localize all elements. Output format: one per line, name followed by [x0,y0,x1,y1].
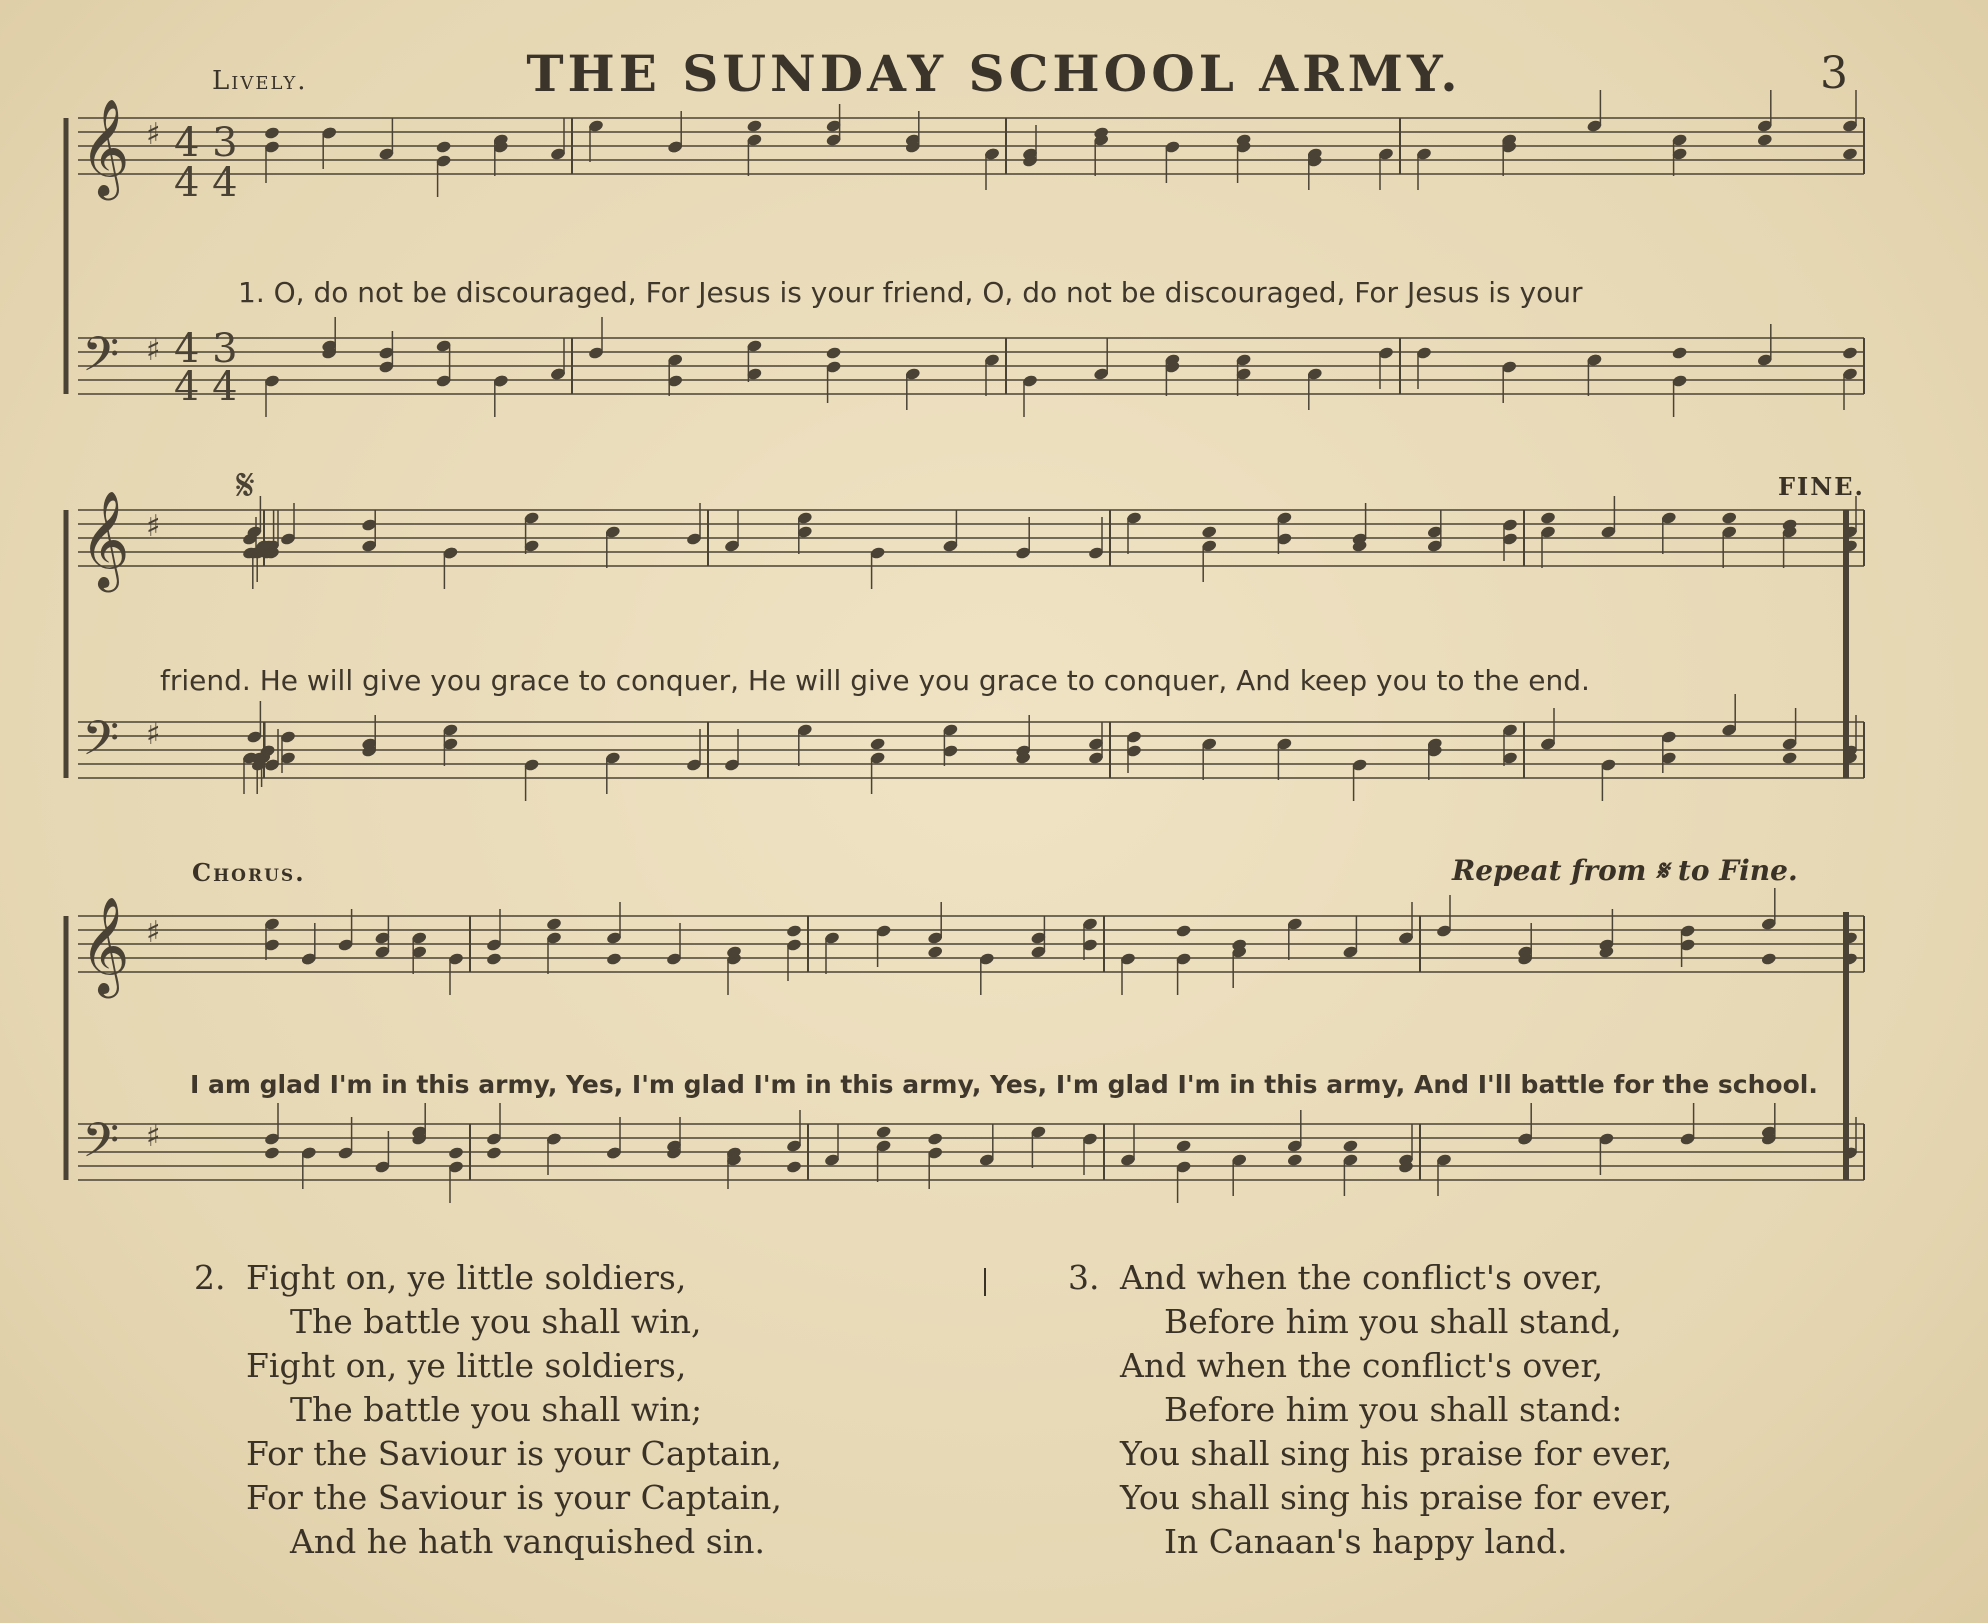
key-sharp-icon: ♯ [146,717,161,752]
verse-line: The battle you shall win; [290,1390,703,1429]
key-sharp-icon: ♯ [146,509,161,544]
bass-clef-icon: 𝄢 [82,326,120,394]
page-number: 3 [1820,48,1848,99]
note-head [264,1146,281,1160]
time-signature-icon: 4 4 [174,364,238,410]
verse-2 [194,1256,782,1564]
treble-clef-icon: 𝄞 [80,98,130,196]
verse-line: And when the conflict's over, [1120,1258,1604,1297]
verse-line: In Canaan's happy land. [1164,1522,1568,1561]
note-head [1671,346,1688,360]
verse-line: And when the conflict's over, [1120,1346,1604,1385]
repeat-instruction: Repeat from 𝄋 to Fine. [1452,854,1798,887]
key-sharp-icon: ♯ [146,915,161,950]
verse-line: For the Saviour is your Captain, [246,1434,782,1473]
note-head [546,917,563,931]
note-head [869,737,886,751]
treble-clef-icon: 𝄞 [80,490,130,588]
verse-number: 3. [1068,1258,1100,1297]
fine-marker: FINE. [1778,472,1865,501]
verse-line: Before him you shall stand, [1164,1302,1622,1341]
key-sharp-icon: ♯ [146,333,161,368]
note-head [1342,1139,1359,1153]
time-signature-icon: 4 3 [174,326,238,372]
note-head [606,952,623,966]
note-head [1175,1139,1192,1153]
lyric-line-3: I am glad I'm in this army, Yes, I'm glad I'm in this army, Yes, I'm glad I'm in this army, And I'll battle for the school. [190,1070,1818,1099]
verse-line: For the Saviour is your Captain, [246,1478,782,1517]
time-signature-icon: 4 4 [174,160,238,206]
treble-clef-icon: 𝄞 [80,896,130,994]
key-sharp-icon: ♯ [146,1119,161,1154]
note-head [486,952,503,966]
note-head [1721,511,1738,525]
note-head [1842,346,1859,360]
verse-3 [1068,1256,1672,1564]
time-signature-icon: 4 3 [174,120,238,166]
note-head [1757,133,1774,147]
verse-line: Before him you shall stand: [1164,1390,1623,1429]
verse-line: Fight on, ye little soldiers, [246,1258,687,1297]
verse-divider [984,1268,986,1296]
note-head [448,1146,465,1160]
key-sharp-icon: ♯ [146,117,161,152]
note-head [786,924,803,938]
page-title: THE SUNDAY SCHOOL ARMY. [526,44,1462,103]
note-head [1287,1153,1304,1167]
note-head [875,1125,892,1139]
verse-line: The battle you shall win, [290,1302,702,1341]
note-head [1781,751,1798,765]
chorus-label: Chorus. [192,858,306,887]
bass-clef-icon: 𝄢 [82,710,120,778]
note-head [1761,952,1778,966]
verse-line: You shall sing his praise for ever, [1120,1434,1673,1473]
note-head [825,346,842,360]
note-head [1540,511,1557,525]
verse-line: You shall sing his praise for ever, [1120,1478,1673,1517]
note-head [746,119,763,133]
note-head [927,945,944,959]
note-head [264,126,281,140]
verse-line: Fight on, ye little soldiers, [246,1346,687,1385]
verse-line: And he hath vanquished sin. [290,1522,765,1561]
note-head [486,1146,503,1160]
lyric-line-2: friend. He will give you grace to conquer, He will give you grace to conquer, And keep you to the end. [160,664,1590,697]
segno-icon: 𝄋 [236,460,255,511]
verse-number: 2. [194,1258,226,1297]
note-head [786,1160,803,1174]
note-head [435,140,452,154]
tempo-marking: Lively. [212,66,308,96]
note-head [1175,924,1192,938]
note-head [927,1132,944,1146]
note-head [1842,147,1859,161]
lyric-line-1: 1. O, do not be discouraged, For Jesus is your friend, O, do not be discouraged, For Jesus is your [238,276,1583,309]
bass-clef-icon: 𝄢 [82,1112,120,1180]
note-head [1201,525,1218,539]
